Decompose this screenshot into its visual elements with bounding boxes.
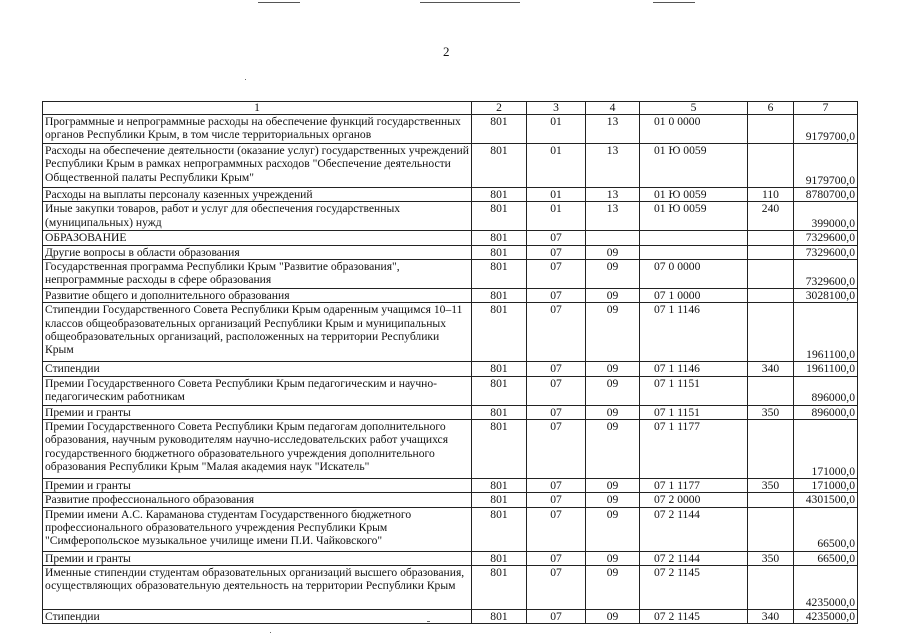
subsection-code: 09 bbox=[586, 405, 640, 419]
grbs-code: 801 bbox=[472, 303, 527, 362]
amount: 896000,0 bbox=[794, 405, 858, 419]
section-code: 07 bbox=[527, 565, 586, 609]
table-row bbox=[43, 478, 858, 492]
col-header-6: 6 bbox=[748, 102, 794, 115]
amount: 8780700,0 bbox=[794, 188, 858, 202]
section-code: 07 bbox=[527, 259, 586, 288]
amount: 896000,0 bbox=[794, 376, 858, 405]
subsection-code: 09 bbox=[586, 245, 640, 259]
table-row bbox=[43, 376, 858, 405]
subsection-code: 09 bbox=[586, 376, 640, 405]
table-row bbox=[43, 115, 858, 144]
grbs-code: 801 bbox=[472, 362, 527, 376]
row-description: Именные стипендии студентам образовательных организаций высшего образования, осуществляющих образовательную деятельность на территории Республики Крым bbox=[43, 565, 472, 609]
section-code: 07 bbox=[527, 478, 586, 492]
subsection-code: 09 bbox=[586, 259, 640, 288]
col-header-2: 2 bbox=[472, 102, 527, 115]
table-row bbox=[43, 188, 858, 202]
grbs-code: 801 bbox=[472, 376, 527, 405]
row-description: Расходы на выплаты персоналу казенных учреждений bbox=[43, 188, 472, 202]
expense-type-code bbox=[748, 303, 794, 362]
scan-speck bbox=[270, 632, 271, 633]
col-header-7: 7 bbox=[794, 102, 858, 115]
section-code: 07 bbox=[527, 231, 586, 245]
amount: 7329600,0 bbox=[794, 245, 858, 259]
subsection-code: 13 bbox=[586, 144, 640, 188]
grbs-code: 801 bbox=[472, 507, 527, 551]
table-row bbox=[43, 362, 858, 376]
expense-type-code bbox=[748, 376, 794, 405]
row-description: Премии Государственного Совета Республики Крым педагогам дополнительного образования, научным руководителям научно-исследовательских работ учащихся государственного бюджетного образовательного учреждения дополнительного образования Республики Крым "Малая академия наук "Искатель" bbox=[43, 419, 472, 478]
table-row bbox=[43, 245, 858, 259]
section-code: 07 bbox=[527, 609, 586, 623]
expense-type-code bbox=[748, 231, 794, 245]
row-description: Расходы на обеспечение деятельности (оказание услуг) государственных учреждений Республики Крым в рамках непрограммных расходов "Обеспечение деятельности Общественной палаты Республики Крым" bbox=[43, 144, 472, 188]
expense-type-code bbox=[748, 507, 794, 551]
grbs-code: 801 bbox=[472, 259, 527, 288]
grbs-code: 801 bbox=[472, 188, 527, 202]
expense-type-code: 340 bbox=[748, 609, 794, 623]
target-article-code: 07 2 0000 bbox=[640, 493, 748, 507]
grbs-code: 801 bbox=[472, 288, 527, 302]
grbs-code: 801 bbox=[472, 405, 527, 419]
section-code: 07 bbox=[527, 551, 586, 565]
expense-type-code: 240 bbox=[748, 202, 794, 231]
section-code: 01 bbox=[527, 188, 586, 202]
col-header-4: 4 bbox=[586, 102, 640, 115]
section-code: 01 bbox=[527, 144, 586, 188]
top-rule-left bbox=[258, 2, 300, 3]
table-row bbox=[43, 144, 858, 188]
expense-type-code bbox=[748, 144, 794, 188]
row-description: Стипендии bbox=[43, 609, 472, 623]
expense-type-code: 350 bbox=[748, 405, 794, 419]
row-description: Программные и непрограммные расходы на обеспечение функций государственных органов Республики Крым, в том числе территориальных органов bbox=[43, 115, 472, 144]
row-description: Премии и гранты bbox=[43, 478, 472, 492]
table-row bbox=[43, 565, 858, 609]
table-row bbox=[43, 609, 858, 623]
section-code: 01 bbox=[527, 202, 586, 231]
expense-type-code: 350 bbox=[748, 551, 794, 565]
section-code: 07 bbox=[527, 507, 586, 551]
row-description: Стипендии bbox=[43, 362, 472, 376]
expense-type-code bbox=[748, 565, 794, 609]
table-row bbox=[43, 551, 858, 565]
amount: 7329600,0 bbox=[794, 259, 858, 288]
target-article-code: 07 1 1151 bbox=[640, 376, 748, 405]
section-code: 07 bbox=[527, 405, 586, 419]
top-rule-center bbox=[420, 2, 520, 3]
target-article-code: 07 1 0000 bbox=[640, 288, 748, 302]
row-description: Премии имени А.С. Караманова студентам Государственного бюджетного профессионального образовательного учреждения Республики Крым "Симферопольское музыкальное училище имени П.И. Чайковского" bbox=[43, 507, 472, 551]
section-code: 07 bbox=[527, 376, 586, 405]
scan-speck bbox=[245, 79, 246, 80]
expense-type-code bbox=[748, 259, 794, 288]
amount: 4301500,0 bbox=[794, 493, 858, 507]
expense-type-code bbox=[748, 493, 794, 507]
subsection-code: 09 bbox=[586, 303, 640, 362]
grbs-code: 801 bbox=[472, 144, 527, 188]
header-row bbox=[43, 102, 858, 115]
target-article-code: 07 1 1146 bbox=[640, 362, 748, 376]
row-description: Иные закупки товаров, работ и услуг для обеспечения государственных (муниципальных) нужд bbox=[43, 202, 472, 231]
expense-type-code bbox=[748, 245, 794, 259]
target-article-code: 01 Ю 0059 bbox=[640, 144, 748, 188]
table-row bbox=[43, 231, 858, 245]
expense-type-code: 350 bbox=[748, 478, 794, 492]
section-code: 07 bbox=[527, 303, 586, 362]
top-rule-right bbox=[653, 2, 695, 3]
target-article-code bbox=[640, 245, 748, 259]
amount: 9179700,0 bbox=[794, 144, 858, 188]
grbs-code: 801 bbox=[472, 609, 527, 623]
subsection-code: 09 bbox=[586, 493, 640, 507]
subsection-code: 09 bbox=[586, 478, 640, 492]
grbs-code: 801 bbox=[472, 231, 527, 245]
subsection-code: 13 bbox=[586, 188, 640, 202]
target-article-code: 07 2 1145 bbox=[640, 609, 748, 623]
amount: 66500,0 bbox=[794, 507, 858, 551]
subsection-code: 09 bbox=[586, 362, 640, 376]
section-code: 07 bbox=[527, 245, 586, 259]
expense-type-code bbox=[748, 288, 794, 302]
row-description: Развитие общего и дополнительного образования bbox=[43, 288, 472, 302]
row-description: Премии Государственного Совета Республики Крым педагогическим и научно-педагогическим работникам bbox=[43, 376, 472, 405]
subsection-code: 09 bbox=[586, 419, 640, 478]
page-number: 2 bbox=[443, 44, 450, 59]
table-row bbox=[43, 288, 858, 302]
grbs-code: 801 bbox=[472, 493, 527, 507]
grbs-code: 801 bbox=[472, 551, 527, 565]
expense-type-code: 340 bbox=[748, 362, 794, 376]
section-code: 07 bbox=[527, 419, 586, 478]
table-row bbox=[43, 493, 858, 507]
amount: 171000,0 bbox=[794, 478, 858, 492]
table-row bbox=[43, 303, 858, 362]
grbs-code: 801 bbox=[472, 419, 527, 478]
amount: 1961100,0 bbox=[794, 303, 858, 362]
section-code: 07 bbox=[527, 288, 586, 302]
expense-type-code bbox=[748, 115, 794, 144]
section-code: 01 bbox=[527, 115, 586, 144]
col-header-5: 5 bbox=[640, 102, 748, 115]
target-article-code bbox=[640, 231, 748, 245]
row-description: Стипендии Государственного Совета Республики Крым одаренным учащимся 10–11 классов общеобразовательных организаций Республики Крым и муниципальных общеобразовательных организаций, расположенных на территории Республики Крым bbox=[43, 303, 472, 362]
table-row bbox=[43, 507, 858, 551]
subsection-code: 09 bbox=[586, 507, 640, 551]
amount: 4235000,0 bbox=[794, 609, 858, 623]
amount: 7329600,0 bbox=[794, 231, 858, 245]
row-description: ОБРАЗОВАНИЕ bbox=[43, 231, 472, 245]
grbs-code: 801 bbox=[472, 245, 527, 259]
row-description: Премии и гранты bbox=[43, 405, 472, 419]
section-code: 07 bbox=[527, 362, 586, 376]
table-row bbox=[43, 419, 858, 478]
subsection-code: 09 bbox=[586, 551, 640, 565]
target-article-code: 01 Ю 0059 bbox=[640, 188, 748, 202]
target-article-code: 07 1 1151 bbox=[640, 405, 748, 419]
table-row bbox=[43, 202, 858, 231]
target-article-code: 07 1 1177 bbox=[640, 419, 748, 478]
target-article-code: 07 1 1146 bbox=[640, 303, 748, 362]
target-article-code: 07 2 1145 bbox=[640, 565, 748, 609]
row-description: Государственная программа Республики Крым "Развитие образования", непрограммные расходы в сфере образования bbox=[43, 259, 472, 288]
col-header-1: 1 bbox=[43, 102, 472, 115]
amount: 3028100,0 bbox=[794, 288, 858, 302]
amount: 9179700,0 bbox=[794, 115, 858, 144]
target-article-code: 07 2 1144 bbox=[640, 551, 748, 565]
amount: 4235000,0 bbox=[794, 565, 858, 609]
expense-type-code bbox=[748, 419, 794, 478]
target-article-code: 01 Ю 0059 bbox=[640, 202, 748, 231]
table-row bbox=[43, 405, 858, 419]
subsection-code: 13 bbox=[586, 115, 640, 144]
target-article-code: 07 2 1144 bbox=[640, 507, 748, 551]
target-article-code: 01 0 0000 bbox=[640, 115, 748, 144]
target-article-code: 07 1 1177 bbox=[640, 478, 748, 492]
grbs-code: 801 bbox=[472, 115, 527, 144]
subsection-code: 09 bbox=[586, 609, 640, 623]
col-header-3: 3 bbox=[527, 102, 586, 115]
amount: 1961100,0 bbox=[794, 362, 858, 376]
subsection-code: 09 bbox=[586, 288, 640, 302]
budget-table bbox=[42, 101, 858, 624]
table-row bbox=[43, 259, 858, 288]
row-description: Другие вопросы в области образования bbox=[43, 245, 472, 259]
row-description: Развитие профессионального образования bbox=[43, 493, 472, 507]
amount: 399000,0 bbox=[794, 202, 858, 231]
subsection-code bbox=[586, 231, 640, 245]
subsection-code: 13 bbox=[586, 202, 640, 231]
expense-type-code: 110 bbox=[748, 188, 794, 202]
amount: 171000,0 bbox=[794, 419, 858, 478]
target-article-code: 07 0 0000 bbox=[640, 259, 748, 288]
subsection-code: 09 bbox=[586, 565, 640, 609]
row-description: Премии и гранты bbox=[43, 551, 472, 565]
amount: 66500,0 bbox=[794, 551, 858, 565]
grbs-code: 801 bbox=[472, 202, 527, 231]
grbs-code: 801 bbox=[472, 565, 527, 609]
section-code: 07 bbox=[527, 493, 586, 507]
grbs-code: 801 bbox=[472, 478, 527, 492]
table-body bbox=[43, 115, 858, 624]
